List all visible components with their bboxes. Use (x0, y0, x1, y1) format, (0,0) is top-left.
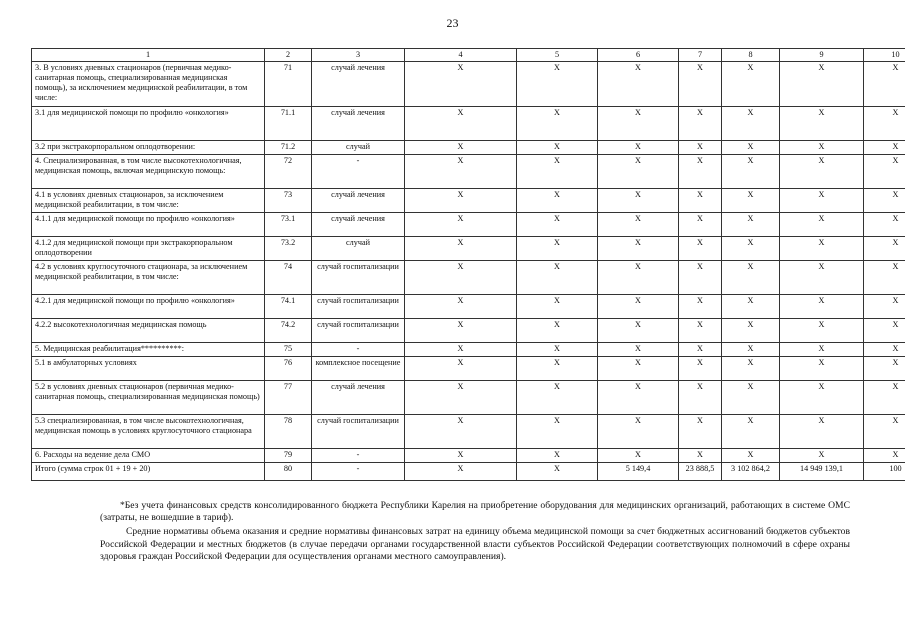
row-col8-cell: Х (722, 381, 780, 415)
row-col6-cell: Х (598, 237, 679, 261)
row-col8-cell: Х (722, 343, 780, 357)
row-col10-cell: Х (864, 449, 905, 463)
header-cell: 3 (312, 49, 405, 62)
row-name-cell: 4.2.2 высокотехнологичная медицинская помощь (32, 319, 265, 343)
row-col9-cell: Х (780, 261, 864, 295)
row-name-cell: 5.1 в амбулаторных условиях (32, 357, 265, 381)
row-col5-cell: Х (517, 343, 598, 357)
row-col9-cell: 14 949 139,1 (780, 463, 864, 481)
table-row (32, 319, 905, 343)
row-code-cell: 71.1 (265, 107, 312, 141)
row-name-cell: 4. Специализированная, в том числе высокотехнологичная, медицинская помощь, включая медицинскую помощь: (32, 155, 265, 189)
row-col5-cell: Х (517, 261, 598, 295)
row-col9-cell: Х (780, 415, 864, 449)
row-col8-cell: Х (722, 319, 780, 343)
row-col9-cell: Х (780, 189, 864, 213)
row-col6-cell: Х (598, 381, 679, 415)
row-code-cell: 76 (265, 357, 312, 381)
header-cell: 10 (864, 49, 905, 62)
row-col4-cell: Х (405, 62, 517, 107)
row-col4-cell: Х (405, 295, 517, 319)
row-col10-cell: Х (864, 62, 905, 107)
row-col8-cell: Х (722, 141, 780, 155)
table-row (32, 463, 905, 481)
row-name-cell: 4.1.1 для медицинской помощи по профилю «онкология» (32, 213, 265, 237)
row-col7-cell: Х (679, 141, 722, 155)
row-col4-cell: Х (405, 343, 517, 357)
row-code-cell: 78 (265, 415, 312, 449)
header-cell: 6 (598, 49, 679, 62)
row-col5-cell: Х (517, 295, 598, 319)
table-row (32, 237, 905, 261)
row-col6-cell: Х (598, 319, 679, 343)
row-col4-cell: Х (405, 261, 517, 295)
data-table (31, 48, 905, 481)
row-col5-cell: Х (517, 357, 598, 381)
row-code-cell: 71 (265, 62, 312, 107)
row-col7-cell: Х (679, 155, 722, 189)
row-code-cell: 74.2 (265, 319, 312, 343)
row-name-cell: 5.3 специализированная, в том числе высокотехнологичная, медицинская помощь в условиях круглосуточного стационара (32, 415, 265, 449)
row-col8-cell: Х (722, 62, 780, 107)
row-unit-cell: случай лечения (312, 213, 405, 237)
row-col10-cell: Х (864, 213, 905, 237)
table-row (32, 62, 905, 107)
row-col8-cell: Х (722, 261, 780, 295)
row-col10-cell: Х (864, 141, 905, 155)
row-col9-cell: Х (780, 295, 864, 319)
row-name-cell: 4.1 в условиях дневных стационаров, за исключением медицинской реабилитации, в том числе: (32, 189, 265, 213)
row-col6-cell: 5 149,4 (598, 463, 679, 481)
row-col8-cell: Х (722, 237, 780, 261)
row-col9-cell: Х (780, 141, 864, 155)
row-col7-cell: Х (679, 449, 722, 463)
row-col4-cell: Х (405, 213, 517, 237)
row-unit-cell: случай госпитализации (312, 261, 405, 295)
notes (100, 500, 850, 563)
header-cell: 9 (780, 49, 864, 62)
row-col5-cell: Х (517, 155, 598, 189)
row-col5-cell: Х (517, 213, 598, 237)
row-name-cell: 4.2.1 для медицинской помощи по профилю «онкология» (32, 295, 265, 319)
row-col10-cell: Х (864, 357, 905, 381)
header-cell: 2 (265, 49, 312, 62)
row-col5-cell: Х (517, 237, 598, 261)
row-col9-cell: Х (780, 449, 864, 463)
row-col5-cell: Х (517, 381, 598, 415)
row-col7-cell: Х (679, 415, 722, 449)
row-col9-cell: Х (780, 343, 864, 357)
row-col7-cell: Х (679, 295, 722, 319)
page-number: 23 (446, 16, 459, 30)
row-col5-cell: Х (517, 415, 598, 449)
table-row (32, 381, 905, 415)
table-row (32, 189, 905, 213)
row-name-cell: 3.2 при экстракорпоральном оплодотворении: (32, 141, 265, 155)
row-col5-cell: Х (517, 62, 598, 107)
row-name-cell: 3. В условиях дневных стационаров (первичная медико-санитарная помощь, специализированная медицинская помощь), за исключением медицинской реабилитации, в том числе: (32, 62, 265, 107)
row-col5-cell: Х (517, 449, 598, 463)
header-cell: 8 (722, 49, 780, 62)
header-cell: 1 (32, 49, 265, 62)
row-col10-cell: Х (864, 155, 905, 189)
row-code-cell: 80 (265, 463, 312, 481)
row-col8-cell: Х (722, 189, 780, 213)
row-col4-cell: Х (405, 449, 517, 463)
row-col8-cell: 3 102 864,2 (722, 463, 780, 481)
row-col7-cell: Х (679, 343, 722, 357)
row-col6-cell: Х (598, 141, 679, 155)
row-code-cell: 73.2 (265, 237, 312, 261)
row-col4-cell: Х (405, 381, 517, 415)
row-col10-cell: Х (864, 189, 905, 213)
row-col9-cell: Х (780, 155, 864, 189)
row-col4-cell: Х (405, 357, 517, 381)
row-col9-cell: Х (780, 237, 864, 261)
row-col8-cell: Х (722, 155, 780, 189)
table-row (32, 357, 905, 381)
row-col4-cell: Х (405, 107, 517, 141)
row-col7-cell: Х (679, 213, 722, 237)
row-col4-cell: Х (405, 141, 517, 155)
row-unit-cell: случай (312, 141, 405, 155)
row-code-cell: 73.1 (265, 213, 312, 237)
row-col7-cell: Х (679, 189, 722, 213)
table-header-row (32, 49, 905, 62)
row-col8-cell: Х (722, 357, 780, 381)
row-col4-cell: Х (405, 155, 517, 189)
row-col6-cell: Х (598, 213, 679, 237)
row-col8-cell: Х (722, 213, 780, 237)
row-col10-cell: Х (864, 415, 905, 449)
header-cell: 7 (679, 49, 722, 62)
row-col6-cell: Х (598, 295, 679, 319)
row-col10-cell: 100 (864, 463, 905, 481)
row-col6-cell: Х (598, 155, 679, 189)
row-code-cell: 77 (265, 381, 312, 415)
table-row (32, 107, 905, 141)
row-col9-cell: Х (780, 381, 864, 415)
row-col8-cell: Х (722, 449, 780, 463)
row-col10-cell: Х (864, 237, 905, 261)
row-col9-cell: Х (780, 62, 864, 107)
row-unit-cell: - (312, 449, 405, 463)
row-code-cell: 72 (265, 155, 312, 189)
row-unit-cell: - (312, 463, 405, 481)
row-col9-cell: Х (780, 319, 864, 343)
table-row (32, 343, 905, 357)
header-cell: 4 (405, 49, 517, 62)
row-col5-cell: Х (517, 189, 598, 213)
row-col9-cell: Х (780, 357, 864, 381)
row-unit-cell: случай госпитализации (312, 415, 405, 449)
header-cell: 5 (517, 49, 598, 62)
row-name-cell: 4.2 в условиях круглосуточного стационара, за исключением медицинской реабилитации, в том числе: (32, 261, 265, 295)
row-code-cell: 74 (265, 261, 312, 295)
row-unit-cell: комплексное посещение (312, 357, 405, 381)
row-name-cell: 4.1.2 для медицинской помощи при экстракорпоральном оплодотворении (32, 237, 265, 261)
row-name-cell: 5.2 в условиях дневных стационаров (первичная медико-санитарная помощь, специализированная медицинская помощь) (32, 381, 265, 415)
row-code-cell: 73 (265, 189, 312, 213)
table-row (32, 415, 905, 449)
row-unit-cell: случай лечения (312, 381, 405, 415)
table-row (32, 261, 905, 295)
row-col5-cell: Х (517, 141, 598, 155)
row-col6-cell: Х (598, 189, 679, 213)
row-unit-cell: случай лечения (312, 62, 405, 107)
row-col10-cell: Х (864, 319, 905, 343)
row-col7-cell: Х (679, 62, 722, 107)
row-name-cell: 5. Медицинская реабилитация**********: (32, 343, 265, 357)
table-row (32, 449, 905, 463)
row-col6-cell: Х (598, 343, 679, 357)
row-unit-cell: - (312, 343, 405, 357)
row-unit-cell: случай лечения (312, 107, 405, 141)
table-row (32, 155, 905, 189)
row-col5-cell: Х (517, 463, 598, 481)
row-col6-cell: Х (598, 107, 679, 141)
row-code-cell: 71.2 (265, 141, 312, 155)
row-col5-cell: Х (517, 319, 598, 343)
row-col6-cell: Х (598, 261, 679, 295)
table-row (32, 213, 905, 237)
row-col4-cell: Х (405, 189, 517, 213)
row-col5-cell: Х (517, 107, 598, 141)
row-col7-cell: 23 888,5 (679, 463, 722, 481)
row-unit-cell: - (312, 155, 405, 189)
row-col4-cell: Х (405, 237, 517, 261)
row-col6-cell: Х (598, 62, 679, 107)
table-row (32, 295, 905, 319)
row-unit-cell: случай госпитализации (312, 295, 405, 319)
row-col7-cell: Х (679, 381, 722, 415)
row-col10-cell: Х (864, 261, 905, 295)
row-name-cell: 6. Расходы на ведение дела СМО (32, 449, 265, 463)
row-code-cell: 79 (265, 449, 312, 463)
row-col7-cell: Х (679, 357, 722, 381)
row-col7-cell: Х (679, 107, 722, 141)
row-col6-cell: Х (598, 449, 679, 463)
row-col10-cell: Х (864, 343, 905, 357)
footnote: *Без учета финансовых средств консолидированного бюджета Республики Карелия на приобретение оборудования для медицинских организаций, работающих в системе ОМС (затраты, не вошедшие в тариф). (100, 500, 850, 524)
row-col10-cell: Х (864, 295, 905, 319)
row-col9-cell: Х (780, 107, 864, 141)
row-col9-cell: Х (780, 213, 864, 237)
row-col4-cell: Х (405, 415, 517, 449)
row-col8-cell: Х (722, 415, 780, 449)
row-unit-cell: случай госпитализации (312, 319, 405, 343)
row-col7-cell: Х (679, 261, 722, 295)
row-col7-cell: Х (679, 319, 722, 343)
row-col8-cell: Х (722, 295, 780, 319)
row-col8-cell: Х (722, 107, 780, 141)
row-col10-cell: Х (864, 381, 905, 415)
row-unit-cell: случай лечения (312, 189, 405, 213)
row-name-cell: Итого (сумма строк 01 + 19 + 20) (32, 463, 265, 481)
row-code-cell: 75 (265, 343, 312, 357)
row-col7-cell: Х (679, 237, 722, 261)
row-name-cell: 3.1 для медицинской помощи по профилю «онкология» (32, 107, 265, 141)
row-unit-cell: случай (312, 237, 405, 261)
row-code-cell: 74.1 (265, 295, 312, 319)
table-row (32, 141, 905, 155)
row-col10-cell: Х (864, 107, 905, 141)
row-col4-cell: Х (405, 463, 517, 481)
notes-paragraph: Средние нормативы объема оказания и средние нормативы финансовых затрат на единицу объема медицинской помощи за счет бюджетных ассигнований бюджетов субъектов Российской Федерации и местных бюджетов (в случае передачи органами государственной власти субъектов Российской Федерации соответствующих полномочий в сфере охраны здоровья граждан Российской Федерации для осуществления органами местного самоуправления). (100, 526, 850, 562)
row-col6-cell: Х (598, 415, 679, 449)
row-col4-cell: Х (405, 319, 517, 343)
row-col6-cell: Х (598, 357, 679, 381)
